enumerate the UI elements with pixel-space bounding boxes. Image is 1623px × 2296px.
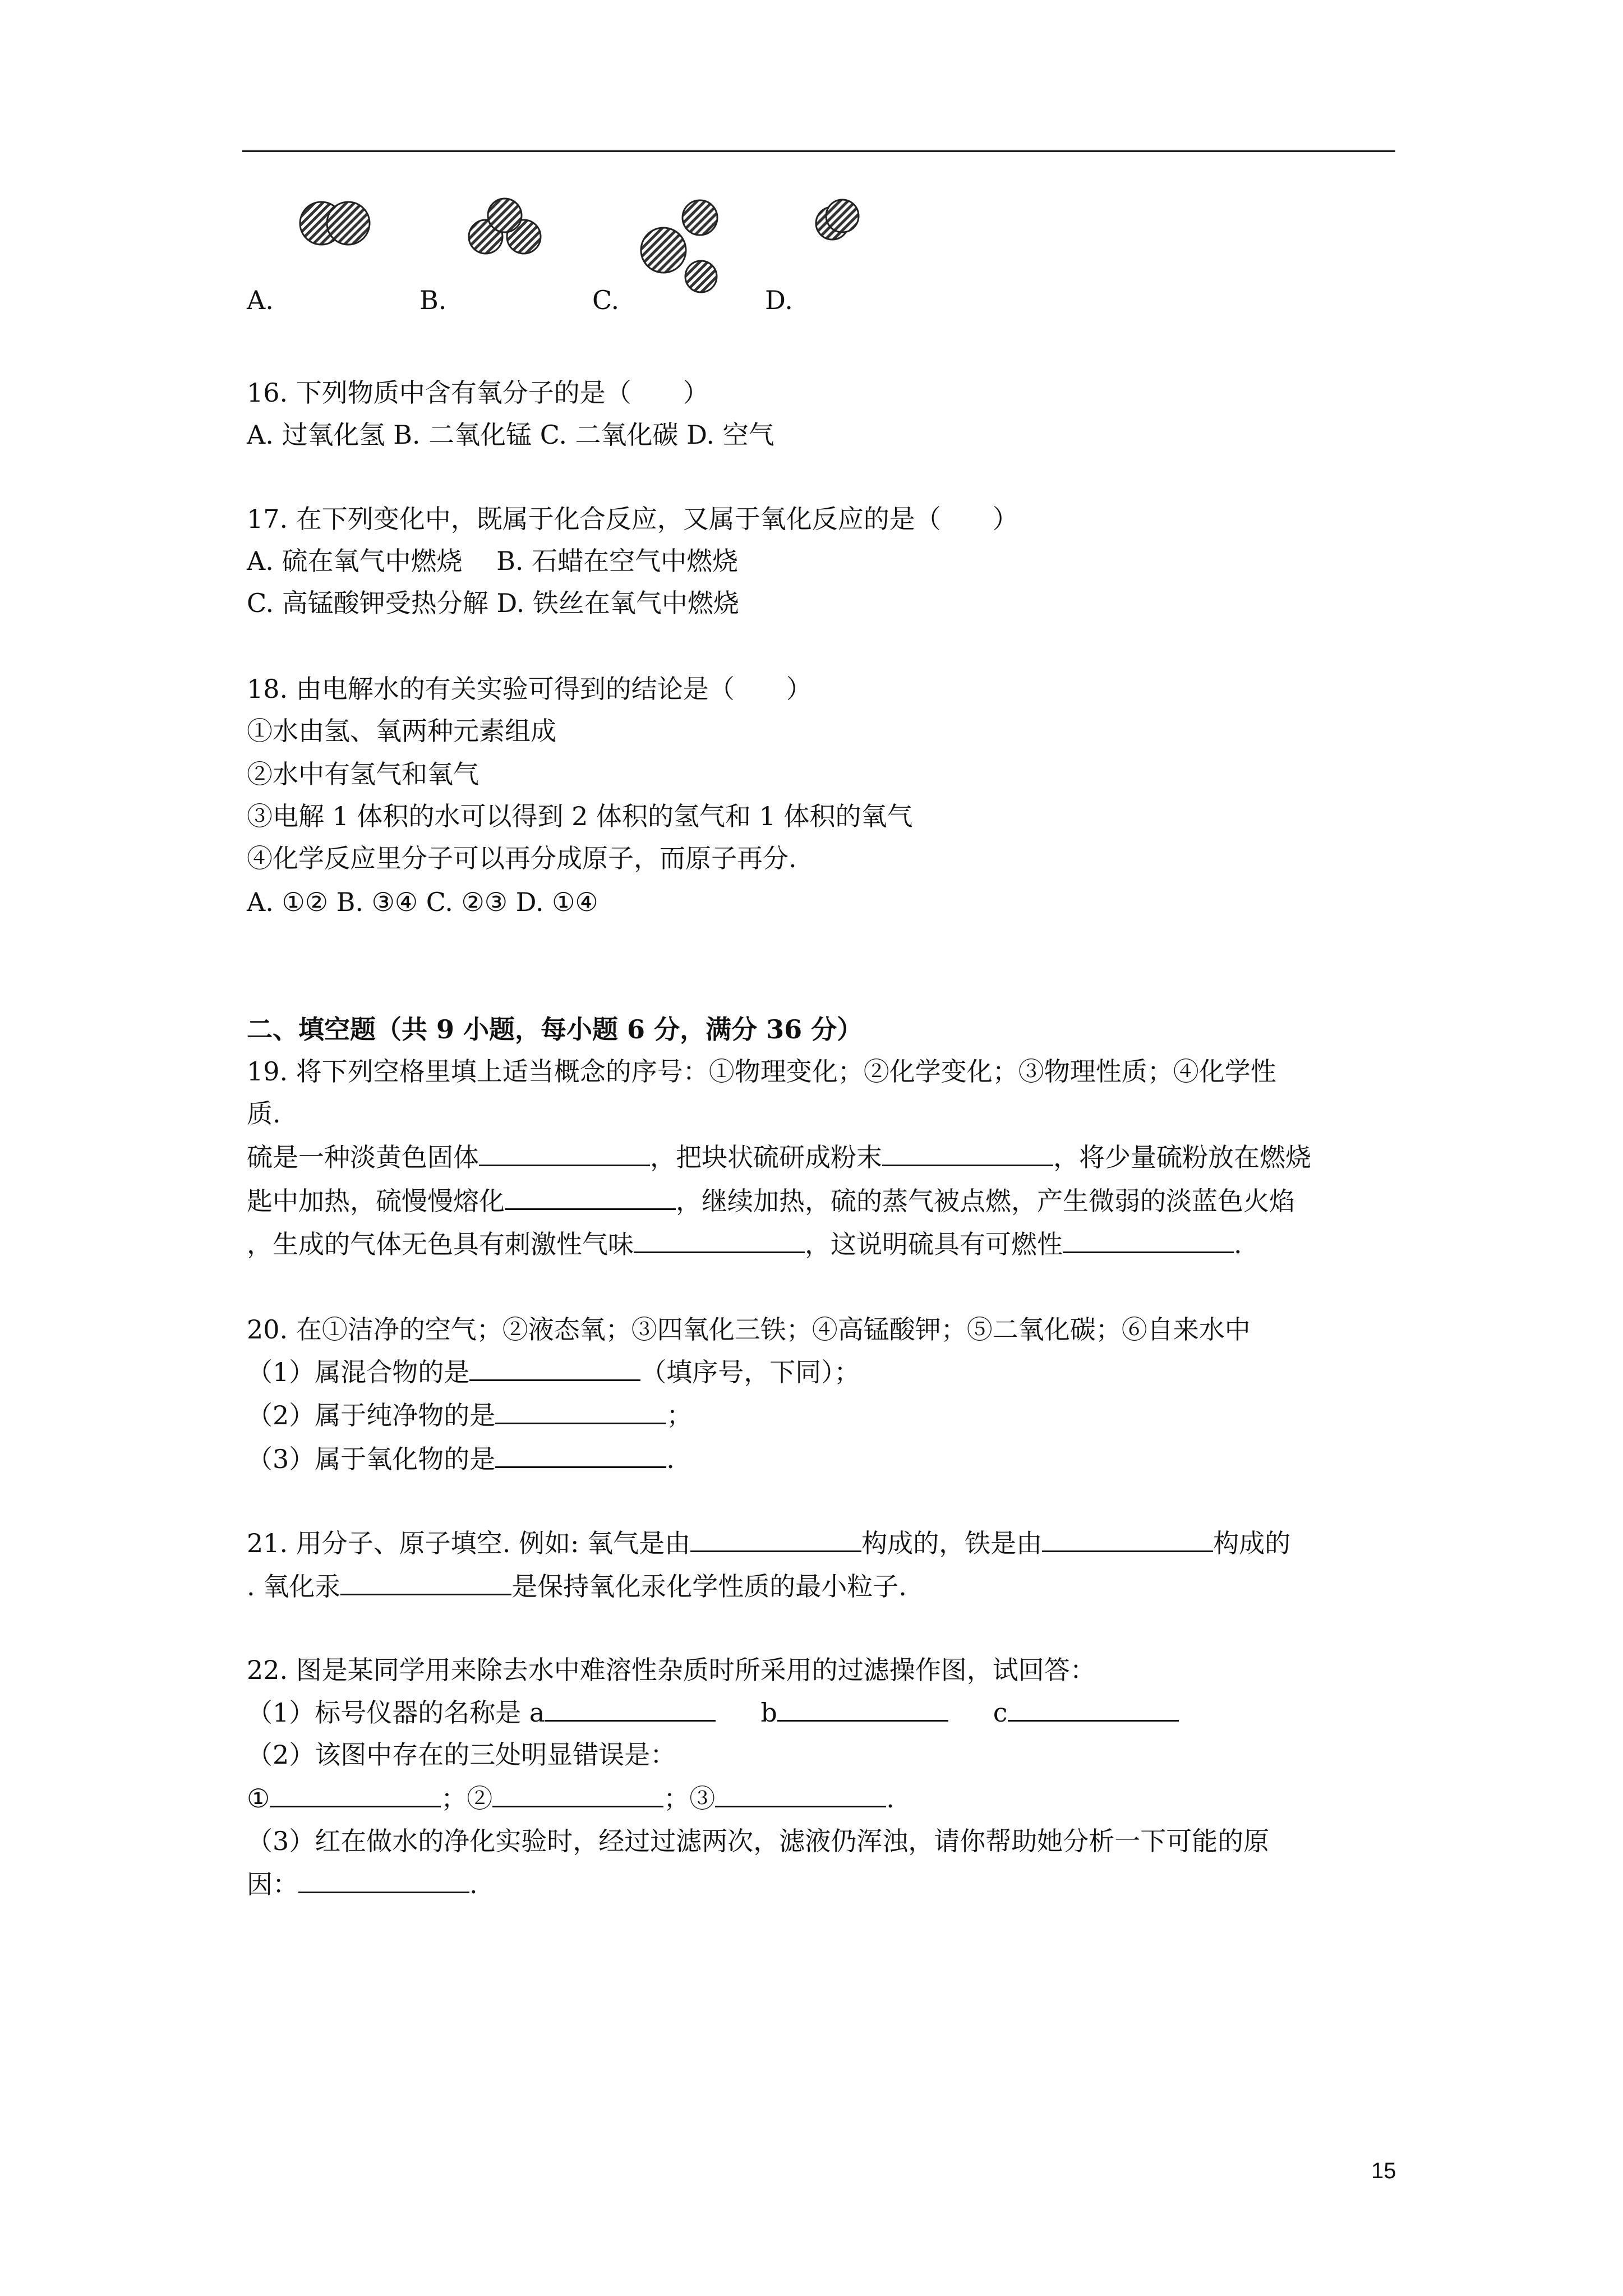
answer-blank[interactable] [882, 1140, 1053, 1166]
q22-text: c [993, 1697, 1008, 1728]
q17-options-1: A. 硫在氧气中燃烧 B. 石蜡在空气中燃烧 [247, 546, 739, 576]
answer-blank[interactable] [505, 1184, 676, 1210]
q19-text: 匙中加热，硫慢慢熔化 [247, 1186, 505, 1216]
q22-part-2-blanks [247, 1781, 895, 1815]
answer-blank[interactable] [690, 1526, 861, 1552]
q21-text: 21. 用分子、原子填空. 例如: 氧气是由 [247, 1528, 691, 1558]
answer-blank[interactable] [340, 1569, 511, 1595]
q19-text: . [1234, 1229, 1242, 1259]
section-heading: 二、填空题（共 9 小题，每小题 6 分，满分 36 分） [247, 1014, 863, 1045]
q19-line-4 [247, 1184, 1295, 1218]
molecule-d [816, 200, 859, 240]
q22-stem: 22. 图是某同学用来除去水中难溶性杂质时所采用的过滤操作图，试回答： [247, 1655, 1096, 1685]
q18-statement-3: ③电解 1 体积的水可以得到 2 体积的氢气和 1 体积的氧气 [247, 801, 913, 831]
q17-stem: 17. 在下列变化中，既属于化合反应，又属于氧化反应的是（ ） [247, 504, 1018, 534]
answer-blank[interactable] [1063, 1227, 1234, 1253]
q21-text: 构成的，铁是由 [861, 1528, 1043, 1558]
q22-part-1 [247, 1695, 1179, 1729]
q21-line-1 [247, 1526, 1290, 1560]
q18-statement-4: ④化学反应里分子可以再分成原子，而原子再分. [247, 843, 797, 873]
molecule-c [641, 200, 717, 292]
answer-blank[interactable] [479, 1140, 650, 1166]
q19-line-5 [247, 1227, 1242, 1261]
q20-text: . [666, 1444, 675, 1474]
answer-blank[interactable] [545, 1695, 716, 1722]
answer-blank[interactable] [495, 1398, 666, 1424]
answer-blank[interactable] [492, 1781, 663, 1807]
q20-part-1 [247, 1355, 860, 1389]
option-label-d: D. [765, 285, 793, 315]
q19-text: ，将少量硫粉放在燃烧 [1053, 1142, 1311, 1172]
q16-options: A. 过氧化氢 B. 二氧化锰 C. 二氧化碳 D. 空气 [247, 420, 774, 450]
q18-statement-2: ②水中有氢气和氧气 [247, 759, 479, 789]
molecule-a [300, 202, 370, 245]
option-label-a: A. [247, 285, 274, 315]
q16-stem: 16. 下列物质中含有氧分子的是（ ） [247, 378, 709, 408]
q22-part-2: （2）该图中存在的三处明显错误是： [247, 1740, 676, 1770]
answer-blank[interactable] [777, 1695, 948, 1722]
q20-text: （填序号，下同）； [640, 1357, 860, 1387]
q19-text: ，生成的气体无色具有刺激性气味 [247, 1229, 634, 1259]
q18-options: A. ①② B. ③④ C. ②③ D. ①④ [247, 887, 598, 917]
q21-text: 构成的 [1213, 1528, 1291, 1558]
q19-text: ，把块状硫研成粉末 [650, 1142, 882, 1172]
q20-stem: 20. 在①洁净的空气；②液态氧；③四氧化三铁；④高锰酸钾；⑤二氧化碳；⑥自来水中 [247, 1314, 1251, 1345]
q20-part-3 [247, 1442, 675, 1476]
q20-text: （1）属混合物的是 [247, 1357, 470, 1387]
option-label-b: B. [419, 285, 447, 315]
answer-blank[interactable] [1008, 1695, 1179, 1722]
q22-text: . [469, 1869, 478, 1899]
molecule-b [469, 199, 541, 254]
q21-text: . 氧化汞 [247, 1571, 341, 1602]
q19-text: ，这说明硫具有可燃性 [805, 1229, 1063, 1259]
q20-text: （3）属于氧化物的是 [247, 1444, 496, 1474]
q22-text: ① [247, 1783, 270, 1814]
answer-blank[interactable] [469, 1355, 640, 1381]
q19-line-1: 19. 将下列空格里填上适当概念的序号：①物理变化；②化学变化；③物理性质；④化学性 [247, 1056, 1276, 1087]
q21-line-2 [247, 1569, 907, 1603]
q19-text: ，继续加热，硫的蒸气被点燃，产生微弱的淡蓝色火焰 [676, 1186, 1295, 1216]
q22-text: （1）标号仪器的名称是 a [247, 1697, 545, 1728]
page-number: 15 [1371, 2159, 1396, 2183]
q22-text: ；② [441, 1783, 493, 1814]
q19-line-3 [247, 1140, 1311, 1174]
answer-blank[interactable] [1042, 1526, 1213, 1552]
q22-part-3: （3）红在做水的净化实验时，经过过滤两次，滤液仍浑浊，请你帮助她分析一下可能的原 [247, 1826, 1270, 1856]
q20-part-2 [247, 1398, 692, 1432]
q22-text: . [886, 1783, 895, 1814]
q22-text: ；③ [663, 1783, 716, 1814]
q18-stem: 18. 由电解水的有关实验可得到的结论是（ ） [247, 674, 812, 704]
q20-text: （2）属于纯净物的是 [247, 1400, 496, 1430]
answer-blank[interactable] [634, 1227, 805, 1253]
option-label-c: C. [592, 285, 620, 315]
q18-statement-1: ①水由氢、氧两种元素组成 [247, 716, 556, 746]
molecule-diagrams [0, 0, 1623, 337]
answer-blank[interactable] [715, 1781, 886, 1807]
q19-line-2: 质. [247, 1098, 281, 1129]
q17-options-2: C. 高锰酸钾受热分解 D. 铁丝在氧气中燃烧 [247, 588, 739, 618]
q21-text: 是保持氧化汞化学性质的最小粒子. [511, 1571, 907, 1602]
q20-text: ； [666, 1400, 693, 1430]
q22-part-3-blank [247, 1867, 478, 1901]
answer-blank[interactable] [298, 1867, 469, 1893]
answer-blank[interactable] [495, 1442, 666, 1468]
q22-text: 因： [247, 1869, 298, 1899]
answer-blank[interactable] [270, 1781, 441, 1807]
q22-text: b [760, 1697, 777, 1728]
q19-text: 硫是一种淡黄色固体 [247, 1142, 479, 1172]
